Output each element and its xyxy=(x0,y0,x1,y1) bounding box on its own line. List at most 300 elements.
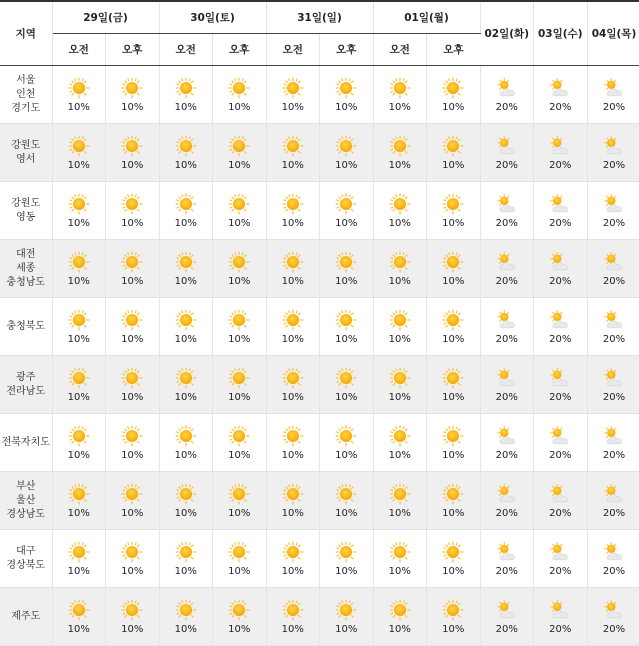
precipitation-percent: 10% xyxy=(388,449,411,461)
precipitation-percent: 10% xyxy=(121,101,144,113)
region-name: 울산 xyxy=(16,494,36,506)
region-name: 영동 xyxy=(16,211,36,223)
precipitation-percent: 10% xyxy=(335,333,358,345)
region-cell xyxy=(0,124,52,182)
precipitation-percent: 10% xyxy=(228,449,251,461)
precipitation-percent: 10% xyxy=(121,217,144,229)
sun-icon xyxy=(68,193,90,215)
sun-icon xyxy=(335,77,357,99)
forecast-cell xyxy=(373,182,427,240)
forecast-cell xyxy=(106,356,160,414)
forecast-cell xyxy=(320,240,374,298)
precipitation-percent: 10% xyxy=(335,101,358,113)
precipitation-percent: 10% xyxy=(335,391,358,403)
sun-icon xyxy=(68,599,90,621)
precipitation-percent: 10% xyxy=(281,507,304,519)
precipitation-percent: 20% xyxy=(602,217,626,229)
sun-icon xyxy=(228,541,250,563)
am-header: 오전 xyxy=(159,34,213,66)
forecast-cell xyxy=(266,298,320,356)
forecast-cell xyxy=(106,124,160,182)
day-header: 04일(목) xyxy=(587,1,639,66)
table-row xyxy=(0,298,639,356)
forecast-cell xyxy=(213,530,267,588)
sun-icon xyxy=(335,193,357,215)
forecast-cell xyxy=(159,182,213,240)
forecast-cell xyxy=(213,588,267,646)
forecast-cell xyxy=(373,588,427,646)
forecast-cell xyxy=(587,588,639,646)
region-cell xyxy=(0,66,52,124)
precipitation-percent: 10% xyxy=(281,275,304,287)
table-row xyxy=(0,182,639,240)
precipitation-percent: 20% xyxy=(602,275,626,287)
sun-icon xyxy=(228,251,250,273)
precipitation-percent: 10% xyxy=(228,159,251,171)
precipitation-percent: 10% xyxy=(228,507,251,519)
precipitation-percent: 10% xyxy=(442,275,465,287)
precipitation-percent: 10% xyxy=(388,391,411,403)
forecast-cell xyxy=(480,414,534,472)
partly-cloudy-icon xyxy=(496,309,518,331)
partly-cloudy-icon xyxy=(496,541,518,563)
partly-cloudy-icon xyxy=(496,483,518,505)
precipitation-percent: 10% xyxy=(281,333,304,345)
forecast-cell xyxy=(587,124,639,182)
precipitation-percent: 10% xyxy=(388,507,411,519)
precipitation-percent: 20% xyxy=(495,333,518,345)
sun-icon xyxy=(335,367,357,389)
am-header: 오전 xyxy=(266,34,320,66)
forecast-cell xyxy=(534,66,588,124)
forecast-cell xyxy=(480,588,534,646)
forecast-cell xyxy=(480,530,534,588)
region-cell xyxy=(0,472,52,530)
forecast-cell xyxy=(106,530,160,588)
day-header: 30일(토) xyxy=(159,1,266,34)
forecast-cell xyxy=(213,414,267,472)
sun-icon xyxy=(335,599,357,621)
sun-icon xyxy=(175,193,197,215)
sun-icon xyxy=(282,541,304,563)
region-name: 경상남도 xyxy=(6,508,46,520)
sun-icon xyxy=(175,599,197,621)
region-name: 인천 xyxy=(16,88,36,100)
am-header: 오전 xyxy=(373,34,427,66)
forecast-cell xyxy=(52,66,106,124)
sun-icon xyxy=(228,599,250,621)
precipitation-percent: 20% xyxy=(495,507,518,519)
sun-icon xyxy=(175,425,197,447)
precipitation-percent: 10% xyxy=(388,217,411,229)
forecast-cell xyxy=(427,66,481,124)
sun-icon xyxy=(442,367,464,389)
sun-icon xyxy=(68,367,90,389)
forecast-cell xyxy=(106,588,160,646)
sun-icon xyxy=(389,541,411,563)
precipitation-percent: 20% xyxy=(549,275,572,287)
precipitation-percent: 20% xyxy=(602,623,626,635)
partly-cloudy-icon xyxy=(496,367,518,389)
precipitation-percent: 10% xyxy=(281,449,304,461)
forecast-cell xyxy=(320,124,374,182)
sun-icon xyxy=(335,425,357,447)
forecast-cell xyxy=(266,472,320,530)
sun-icon xyxy=(335,541,357,563)
partly-cloudy-icon xyxy=(496,135,518,157)
partly-cloudy-icon xyxy=(603,193,625,215)
forecast-cell xyxy=(480,472,534,530)
forecast-cell xyxy=(320,472,374,530)
pm-header: 오후 xyxy=(106,34,160,66)
region-name: 세종 xyxy=(16,262,36,274)
precipitation-percent: 10% xyxy=(174,623,197,635)
forecast-cell xyxy=(106,298,160,356)
sun-icon xyxy=(389,309,411,331)
precipitation-percent: 20% xyxy=(549,333,572,345)
precipitation-percent: 10% xyxy=(174,449,197,461)
day-header: 29일(금) xyxy=(52,1,159,34)
precipitation-percent: 20% xyxy=(549,623,572,635)
partly-cloudy-icon xyxy=(603,599,625,621)
sun-icon xyxy=(335,135,357,157)
sun-icon xyxy=(68,541,90,563)
sun-icon xyxy=(121,483,143,505)
forecast-cell xyxy=(52,588,106,646)
precipitation-percent: 10% xyxy=(335,507,358,519)
region-name: 경기도 xyxy=(11,102,41,114)
partly-cloudy-icon xyxy=(549,483,571,505)
precipitation-percent: 10% xyxy=(67,391,90,403)
precipitation-percent: 10% xyxy=(388,159,411,171)
forecast-cell xyxy=(159,240,213,298)
region-name: 충청남도 xyxy=(6,276,46,288)
precipitation-percent: 10% xyxy=(174,159,197,171)
forecast-cell xyxy=(52,182,106,240)
forecast-cell xyxy=(534,124,588,182)
precipitation-percent: 10% xyxy=(388,101,411,113)
forecast-cell xyxy=(534,530,588,588)
precipitation-percent: 10% xyxy=(442,507,465,519)
precipitation-percent: 20% xyxy=(602,565,626,577)
precipitation-percent: 20% xyxy=(602,449,626,461)
forecast-cell xyxy=(427,182,481,240)
forecast-cell xyxy=(480,356,534,414)
forecast-cell xyxy=(213,240,267,298)
precipitation-percent: 10% xyxy=(228,333,251,345)
precipitation-percent: 10% xyxy=(442,159,465,171)
region-name: 서울 xyxy=(16,74,36,86)
table-row xyxy=(0,240,639,298)
region-cell xyxy=(0,414,52,472)
precipitation-percent: 10% xyxy=(174,565,197,577)
sun-icon xyxy=(442,599,464,621)
precipitation-percent: 10% xyxy=(442,391,465,403)
sun-icon xyxy=(175,77,197,99)
sun-icon xyxy=(121,367,143,389)
sun-icon xyxy=(335,251,357,273)
sun-icon xyxy=(335,309,357,331)
partly-cloudy-icon xyxy=(603,541,625,563)
precipitation-percent: 10% xyxy=(67,101,90,113)
precipitation-percent: 10% xyxy=(67,159,90,171)
am-header: 오전 xyxy=(52,34,106,66)
sun-icon xyxy=(121,309,143,331)
forecast-cell xyxy=(159,124,213,182)
precipitation-percent: 20% xyxy=(495,101,518,113)
forecast-cell xyxy=(534,356,588,414)
forecast-cell xyxy=(427,124,481,182)
precipitation-percent: 20% xyxy=(602,391,626,403)
precipitation-percent: 10% xyxy=(228,391,251,403)
sun-icon xyxy=(68,309,90,331)
forecast-cell xyxy=(320,588,374,646)
partly-cloudy-icon xyxy=(549,541,571,563)
precipitation-percent: 10% xyxy=(67,449,90,461)
forecast-cell xyxy=(106,182,160,240)
sun-icon xyxy=(175,367,197,389)
precipitation-percent: 10% xyxy=(228,623,251,635)
precipitation-percent: 10% xyxy=(67,333,90,345)
sun-icon xyxy=(121,193,143,215)
forecast-cell xyxy=(373,124,427,182)
precipitation-percent: 20% xyxy=(495,217,518,229)
precipitation-percent: 10% xyxy=(281,159,304,171)
forecast-cell xyxy=(266,240,320,298)
precipitation-percent: 20% xyxy=(495,623,518,635)
forecast-cell xyxy=(534,240,588,298)
table-row xyxy=(0,124,639,182)
forecast-cell xyxy=(534,298,588,356)
region-name: 영서 xyxy=(16,153,36,165)
partly-cloudy-icon xyxy=(496,77,518,99)
precipitation-percent: 20% xyxy=(549,391,572,403)
forecast-cell xyxy=(159,66,213,124)
precipitation-percent: 10% xyxy=(174,101,197,113)
sun-icon xyxy=(442,193,464,215)
forecast-cell xyxy=(373,356,427,414)
precipitation-percent: 20% xyxy=(495,565,518,577)
forecast-cell xyxy=(587,530,639,588)
sun-icon xyxy=(175,483,197,505)
partly-cloudy-icon xyxy=(549,77,571,99)
sun-icon xyxy=(282,599,304,621)
precipitation-percent: 20% xyxy=(549,159,572,171)
precipitation-percent: 10% xyxy=(335,217,358,229)
precipitation-percent: 10% xyxy=(388,565,411,577)
sun-icon xyxy=(121,541,143,563)
forecast-cell xyxy=(427,414,481,472)
region-cell xyxy=(0,298,52,356)
sun-icon xyxy=(282,77,304,99)
precipitation-percent: 10% xyxy=(335,275,358,287)
precipitation-percent: 10% xyxy=(174,507,197,519)
forecast-cell xyxy=(373,414,427,472)
region-cell xyxy=(0,530,52,588)
pm-header: 오후 xyxy=(213,34,267,66)
forecast-cell xyxy=(373,240,427,298)
forecast-cell xyxy=(534,588,588,646)
precipitation-percent: 10% xyxy=(228,275,251,287)
partly-cloudy-icon xyxy=(603,251,625,273)
pm-header: 오후 xyxy=(427,34,481,66)
precipitation-percent: 10% xyxy=(121,159,144,171)
precipitation-percent: 20% xyxy=(495,449,518,461)
partly-cloudy-icon xyxy=(603,483,625,505)
forecast-cell xyxy=(320,530,374,588)
forecast-cell xyxy=(373,472,427,530)
sun-icon xyxy=(389,599,411,621)
forecast-cell xyxy=(480,182,534,240)
sun-icon xyxy=(389,483,411,505)
precipitation-percent: 10% xyxy=(67,565,90,577)
precipitation-percent: 10% xyxy=(228,217,251,229)
pm-header: 오후 xyxy=(320,34,374,66)
region-column-header: 지역 xyxy=(0,1,52,66)
forecast-cell xyxy=(427,472,481,530)
partly-cloudy-icon xyxy=(496,425,518,447)
partly-cloudy-icon xyxy=(603,77,625,99)
forecast-cell xyxy=(480,66,534,124)
partly-cloudy-icon xyxy=(549,135,571,157)
sun-icon xyxy=(228,135,250,157)
forecast-cell xyxy=(52,124,106,182)
forecast-cell xyxy=(587,66,639,124)
sun-icon xyxy=(442,541,464,563)
forecast-cell xyxy=(266,414,320,472)
region-name: 대구 xyxy=(16,545,36,557)
forecast-cell xyxy=(106,414,160,472)
precipitation-percent: 10% xyxy=(174,275,197,287)
sun-icon xyxy=(282,135,304,157)
forecast-cell xyxy=(266,356,320,414)
sun-icon xyxy=(228,367,250,389)
precipitation-percent: 20% xyxy=(602,159,626,171)
precipitation-percent: 20% xyxy=(549,449,572,461)
forecast-cell xyxy=(106,66,160,124)
table-row xyxy=(0,588,639,646)
sun-icon xyxy=(389,425,411,447)
region-cell xyxy=(0,588,52,646)
sun-icon xyxy=(175,251,197,273)
forecast-cell xyxy=(213,472,267,530)
precipitation-percent: 10% xyxy=(335,159,358,171)
region-name: 광주 xyxy=(16,371,36,383)
precipitation-percent: 20% xyxy=(602,333,626,345)
forecast-cell xyxy=(480,124,534,182)
partly-cloudy-icon xyxy=(549,193,571,215)
forecast-cell xyxy=(213,66,267,124)
forecast-cell xyxy=(213,124,267,182)
region-name: 제주도 xyxy=(11,610,41,622)
sun-icon xyxy=(282,309,304,331)
forecast-cell xyxy=(213,298,267,356)
precipitation-percent: 10% xyxy=(281,217,304,229)
day-header: 01일(월) xyxy=(373,1,480,34)
forecast-cell xyxy=(480,240,534,298)
forecast-cell xyxy=(52,530,106,588)
table-row xyxy=(0,530,639,588)
precipitation-percent: 10% xyxy=(228,565,251,577)
forecast-cell xyxy=(587,182,639,240)
forecast-cell xyxy=(159,530,213,588)
day-header: 02일(화) xyxy=(480,1,534,66)
precipitation-percent: 10% xyxy=(67,275,90,287)
precipitation-percent: 10% xyxy=(174,391,197,403)
sun-icon xyxy=(68,483,90,505)
sun-icon xyxy=(121,135,143,157)
forecast-cell xyxy=(320,66,374,124)
region-name: 경상북도 xyxy=(6,559,46,571)
precipitation-percent: 10% xyxy=(174,333,197,345)
forecast-cell xyxy=(106,240,160,298)
forecast-cell xyxy=(427,588,481,646)
precipitation-percent: 10% xyxy=(281,391,304,403)
forecast-cell xyxy=(373,66,427,124)
region-name: 강원도 xyxy=(11,139,41,151)
sun-icon xyxy=(228,425,250,447)
forecast-cell xyxy=(52,240,106,298)
precipitation-percent: 10% xyxy=(67,623,90,635)
precipitation-percent: 10% xyxy=(174,217,197,229)
sun-icon xyxy=(282,251,304,273)
precipitation-percent: 10% xyxy=(442,333,465,345)
forecast-cell xyxy=(106,472,160,530)
day-header: 31일(일) xyxy=(266,1,373,34)
precipitation-percent: 10% xyxy=(121,507,144,519)
region-cell xyxy=(0,356,52,414)
sun-icon xyxy=(442,483,464,505)
precipitation-percent: 10% xyxy=(388,623,411,635)
partly-cloudy-icon xyxy=(549,309,571,331)
precipitation-percent: 20% xyxy=(549,565,572,577)
forecast-cell xyxy=(266,182,320,240)
precipitation-percent: 10% xyxy=(67,217,90,229)
table-row xyxy=(0,356,639,414)
forecast-body xyxy=(0,66,639,646)
sun-icon xyxy=(121,425,143,447)
precipitation-percent: 10% xyxy=(388,275,411,287)
forecast-cell xyxy=(52,356,106,414)
forecast-cell xyxy=(534,472,588,530)
precipitation-percent: 20% xyxy=(602,507,626,519)
precipitation-percent: 20% xyxy=(602,101,626,113)
forecast-cell xyxy=(427,530,481,588)
sun-icon xyxy=(68,135,90,157)
region-cell xyxy=(0,182,52,240)
sun-icon xyxy=(68,77,90,99)
sun-icon xyxy=(228,309,250,331)
sun-icon xyxy=(389,193,411,215)
region-cell xyxy=(0,240,52,298)
region-name: 전북자치도 xyxy=(1,436,50,448)
precipitation-percent: 10% xyxy=(442,623,465,635)
partly-cloudy-icon xyxy=(496,599,518,621)
sun-icon xyxy=(282,193,304,215)
precipitation-percent: 10% xyxy=(388,333,411,345)
day-header: 03일(수) xyxy=(534,1,588,66)
precipitation-percent: 20% xyxy=(549,217,572,229)
partly-cloudy-icon xyxy=(549,599,571,621)
sun-icon xyxy=(121,77,143,99)
precipitation-percent: 10% xyxy=(228,101,251,113)
precipitation-percent: 20% xyxy=(495,275,518,287)
sun-icon xyxy=(68,251,90,273)
forecast-cell xyxy=(534,414,588,472)
sun-icon xyxy=(228,77,250,99)
forecast-cell xyxy=(52,298,106,356)
precipitation-percent: 10% xyxy=(121,333,144,345)
